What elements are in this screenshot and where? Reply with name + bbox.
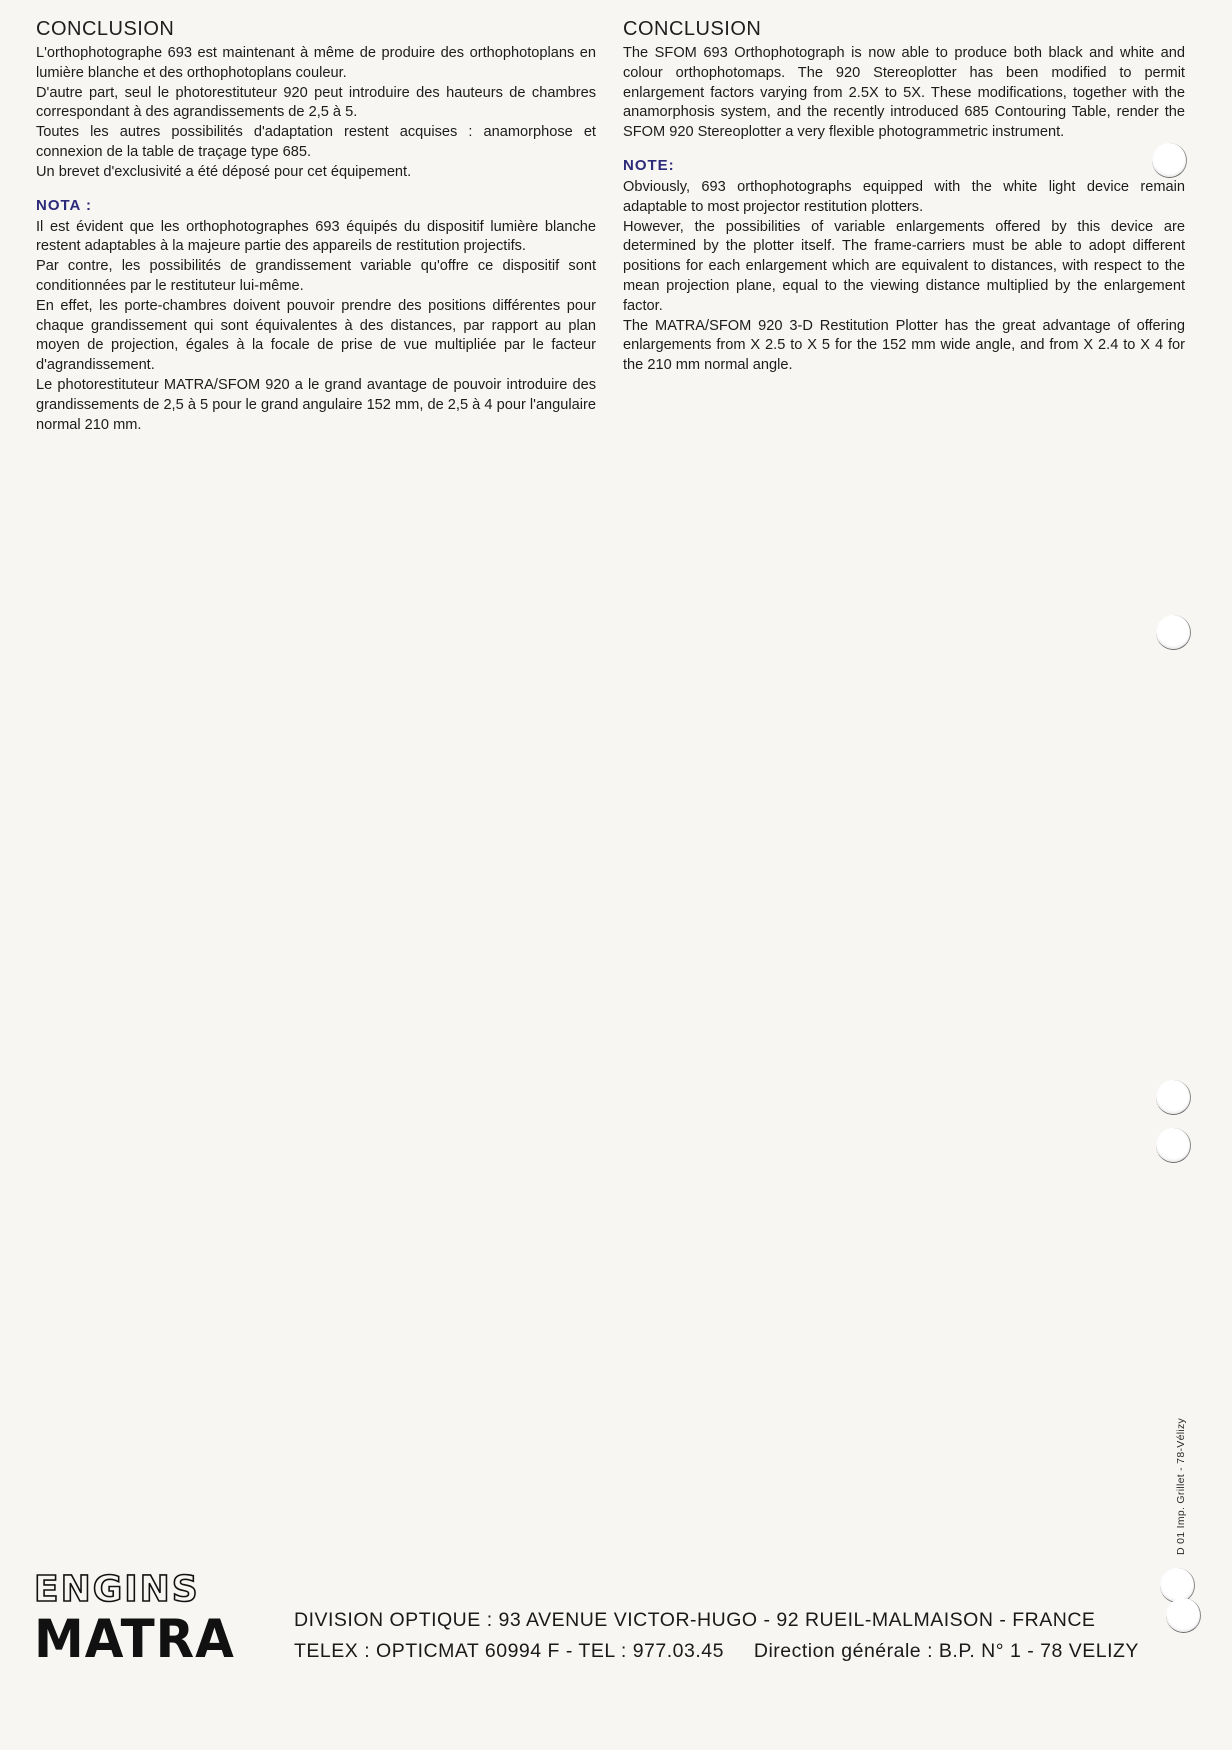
french-paragraph: L'orthophotographe 693 est maintenant à même de produire des orthophotoplans en lumière blanche et des orthophotoplans couleur. xyxy=(36,45,596,81)
binder-hole xyxy=(1156,1128,1191,1163)
binder-hole xyxy=(1156,615,1191,650)
french-note-heading: NOTA : xyxy=(36,196,92,214)
french-note-paragraph: Le photorestituteur MATRA/SFOM 920 a le grand avantage de pouvoir introduire des grandissements de 2,5 à 5 pour le grand angulaire 152 mm, de 2,5 à 4 pour l'angulaire normal 210 mm. xyxy=(36,376,596,433)
binder-hole xyxy=(1166,1598,1201,1633)
english-conclusion-heading: CONCLUSION xyxy=(623,18,762,40)
french-paragraph: Toutes les autres possibilités d'adaptation restent acquises : anamorphose et connexion de la table de traçage type 685. xyxy=(36,124,596,160)
footer-telex-tel: TELEX : OPTICMAT 60994 F - TEL : 977.03.45 xyxy=(294,1640,724,1662)
binder-hole xyxy=(1156,1080,1191,1115)
french-paragraph: D'autre part, seul le photorestituteur 920 peut introduire des hauteurs de chambres correspondant à des agrandissements de 2,5 à 5. xyxy=(36,84,596,121)
footer-contact xyxy=(294,1640,1139,1663)
english-paragraph: The SFOM 693 Orthophotograph is now able to produce both black and white and colour orthophotomaps. The 920 Stereoplotter has been modified to permit enlargement factors varying from 2.5X to 5X. These modifications, together with the anamorphosis system, and the recently introduced 685 Contouring Table, render the SFOM 920 Stereoplotter a very flexible photogrammetric instrument. xyxy=(623,45,1185,141)
english-note-paragraph: Obviously, 693 orthophotographs equipped with the white light device remain adaptable to most projector restitution plotters. xyxy=(623,178,1185,215)
english-note-paragraph: The MATRA/SFOM 920 3-D Restitution Plotter has the great advantage of offering enlargements from X 2.5 to X 5 for the 152 mm wide angle, and from X 2.4 to X 4 for the 210 mm normal angle. xyxy=(623,317,1185,374)
footer-address: DIVISION OPTIQUE : 93 AVENUE VICTOR-HUGO - 92 RUEIL-MALMAISON - FRANCE xyxy=(294,1609,1096,1631)
binder-hole xyxy=(1152,143,1187,178)
french-conclusion-heading: CONCLUSION xyxy=(36,18,175,40)
french-note-paragraph: Il est évident que les orthophotographes 693 équipés du dispositif lumière blanche restent adaptables à la majeure partie des appareils de restitution projectifs. xyxy=(36,218,596,255)
french-note-paragraph: En effet, les porte-chambres doivent pouvoir prendre des positions différentes pour chaque grandissement qui sont équivalentes à des distances, par rapport au plan moyen de projection, égales à la focale de prise de vue multipliée par le facteur d'agrandissement. xyxy=(36,297,596,374)
logo-engins-text: ENGINS xyxy=(34,1569,200,1610)
french-paragraph: Un brevet d'exclusivité a été déposé pour cet équipement. xyxy=(36,163,412,180)
french-column xyxy=(36,16,596,435)
english-note-paragraph: However, the possibilities of variable enlargements offered by this device are determined by the plotter itself. The frame-carriers must be able to adopt different positions for each enlargement which are equivalent to distances, with respect to the mean projection plane, equal to the viewing distance multiplied by the enlargement factor. xyxy=(623,218,1185,314)
french-note-paragraph: Par contre, les possibilités de grandissement variable qu'offre ce dispositif sont conditionnées par le restituteur lui-même. xyxy=(36,258,596,294)
engins-matra-logo xyxy=(34,1569,235,1670)
english-column xyxy=(623,16,1185,376)
printer-imprint: D 01 Imp. Grillet - 78-Vélizy xyxy=(1175,1417,1187,1555)
english-note-heading: NOTE: xyxy=(623,156,675,174)
footer-direction: Direction générale : B.P. N° 1 - 78 VELIZY xyxy=(753,1640,1139,1662)
logo-matra-text: MATRA xyxy=(34,1608,235,1670)
